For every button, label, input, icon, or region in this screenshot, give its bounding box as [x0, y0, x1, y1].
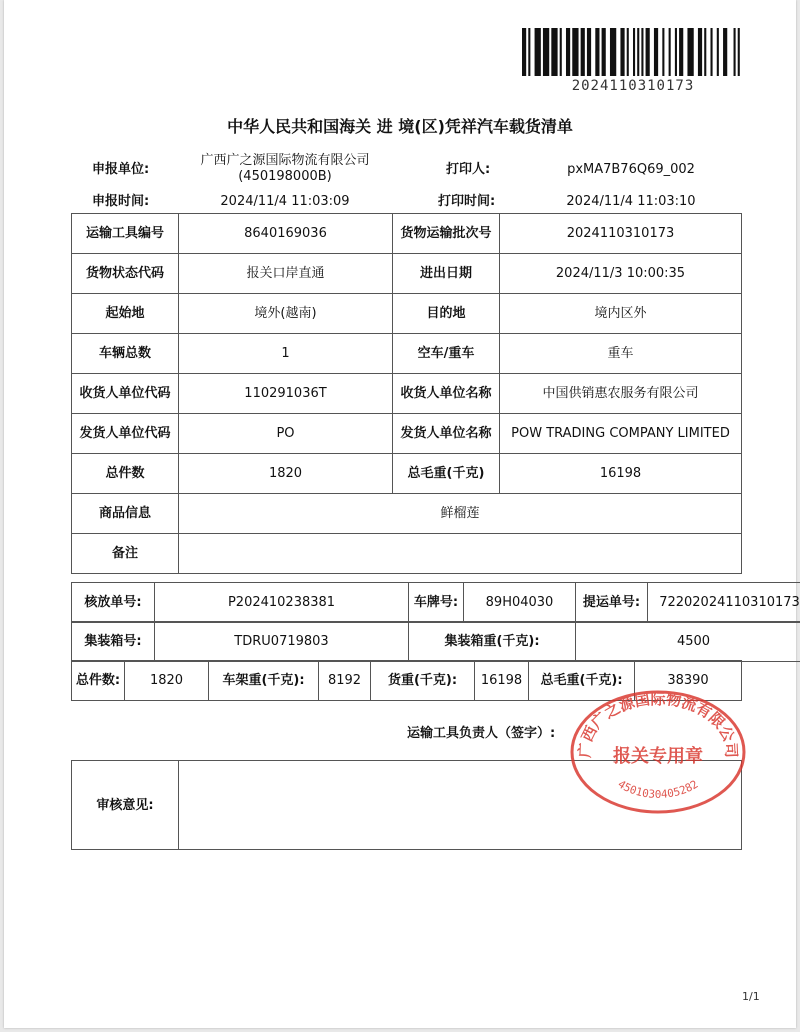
release-no-label: 核放单号: [72, 583, 155, 623]
table-row [72, 294, 742, 334]
table-value: 8640169036 [179, 214, 393, 254]
table-value: 境外(越南) [179, 294, 393, 334]
table-label: 进出日期 [393, 254, 500, 294]
barcode-bar [566, 28, 570, 76]
table-label: 发货人单位名称 [393, 414, 500, 454]
print-time-label: 打印时间: [438, 194, 496, 209]
table-label: 总件数 [72, 454, 179, 494]
table-row [72, 583, 800, 623]
goods-value: 鲜榴莲 [179, 494, 742, 534]
container-value: TDRU0719803 [155, 622, 409, 662]
table-value: 中国供销惠农服务有限公司 [500, 374, 742, 414]
plate-label: 车牌号: [409, 583, 464, 623]
company-seal [568, 686, 748, 814]
declare-time-label: 申报时间: [92, 194, 150, 209]
barcode-bar [717, 28, 719, 76]
declare-time-value: 2024/11/4 11:03:09 [220, 194, 350, 209]
table-value: 报关口岸直通 [179, 254, 393, 294]
container-label: 集装箱号: [72, 622, 155, 662]
document-title: 中华人民共和国海关 进 境(区)凭祥汽车载货清单 [227, 117, 573, 136]
remark-value [179, 534, 742, 574]
gross-weight-value: 38390 [635, 661, 742, 701]
table-value: PO [179, 414, 393, 454]
barcode-bar [723, 28, 727, 76]
barcode-bar [587, 28, 591, 76]
release-table-row2 [71, 621, 800, 662]
cargo-main-table [71, 213, 742, 574]
table-label: 空车/重车 [393, 334, 500, 374]
barcode-bar [637, 28, 639, 76]
printer-value: pxMA7B76Q69_002 [567, 162, 695, 177]
table-row [72, 254, 742, 294]
barcode-bar [738, 28, 740, 76]
table-label: 车辆总数 [72, 334, 179, 374]
table-row [72, 454, 742, 494]
gross-weight-label: 总毛重(千克): [529, 661, 635, 701]
barcode-bar [710, 28, 712, 76]
table-row [72, 534, 742, 574]
table-label: 运输工具编号 [72, 214, 179, 254]
total-pieces-label: 总件数: [72, 661, 125, 701]
table-row [72, 414, 742, 454]
signature-label: 运输工具负责人（签字）: [407, 726, 556, 741]
table-row [72, 622, 800, 662]
barcode-bar [641, 28, 643, 76]
barcode-bar [602, 28, 606, 76]
table-label: 收货人单位名称 [393, 374, 500, 414]
table-value: 1820 [179, 454, 393, 494]
barcode-bar [627, 28, 629, 76]
barcode-bar [646, 28, 650, 76]
container-weight-label: 集装箱重(千克): [409, 622, 576, 662]
barcode-bar [669, 28, 671, 76]
barcode-bar [662, 28, 664, 76]
table-label: 目的地 [393, 294, 500, 334]
bill-value: 72202024110310173 [648, 583, 800, 623]
seal-purpose-text: 报关专用章 [613, 746, 703, 767]
release-no-value: P202410238381 [155, 583, 409, 623]
printer-label: 打印人: [446, 162, 491, 177]
declarer-name: 广西广之源国际物流有限公司 [200, 153, 370, 168]
cargo-weight-label: 货重(千克): [371, 661, 475, 701]
barcode-bar [704, 28, 706, 76]
barcode-number: 2024110310173 [571, 78, 695, 94]
page-number: 1/1 [742, 990, 760, 1003]
barcode-bar [581, 28, 585, 76]
table-value: 110291036T [179, 374, 393, 414]
barcode-bar [633, 28, 635, 76]
barcode-bar [543, 28, 549, 76]
table-label: 起始地 [72, 294, 179, 334]
barcode-bar [528, 28, 530, 76]
frame-weight-label: 车架重(千克): [209, 661, 319, 701]
table-row [72, 334, 742, 374]
table-label: 收货人单位代码 [72, 374, 179, 414]
seal-code-text: 4501030405282 [615, 777, 701, 801]
barcode-bar [687, 28, 693, 76]
barcode-bar [679, 28, 683, 76]
barcode-bar [560, 28, 562, 76]
barcode-bar [572, 28, 578, 76]
table-value: 境内区外 [500, 294, 742, 334]
table-label: 总毛重(千克) [393, 454, 500, 494]
table-label: 货物运输批次号 [393, 214, 500, 254]
table-label: 货物状态代码 [72, 254, 179, 294]
table-row [72, 494, 742, 534]
frame-weight-value: 8192 [319, 661, 371, 701]
remark-label: 备注 [72, 534, 179, 574]
review-label: 审核意见: [72, 761, 179, 850]
seal-company-text: 广西广之源国际物流有限公司 [575, 690, 741, 759]
barcode-bar [522, 28, 526, 76]
barcode-bar [698, 28, 702, 76]
bill-label: 提运单号: [576, 583, 648, 623]
goods-label: 商品信息 [72, 494, 179, 534]
barcode-bar [734, 28, 736, 76]
declarer-code: (450198000B) [238, 169, 332, 184]
barcode-bar [654, 28, 658, 76]
svg-text:4501030405282 [616, 778, 701, 801]
barcode-bar [610, 28, 616, 76]
cargo-weight-value: 16198 [475, 661, 529, 701]
declarer-label: 申报单位: [92, 162, 150, 177]
release-table-row1 [71, 582, 800, 623]
declarer-value [180, 153, 390, 185]
table-row [72, 214, 742, 254]
barcode-bar [675, 28, 677, 76]
table-value: 2024/11/3 10:00:35 [500, 254, 742, 294]
table-label: 发货人单位代码 [72, 414, 179, 454]
table-row [72, 374, 742, 414]
total-pieces-value: 1820 [125, 661, 209, 701]
table-value: 16198 [500, 454, 742, 494]
table-value: 重车 [500, 334, 742, 374]
barcode-bar [551, 28, 557, 76]
table-value: POW TRADING COMPANY LIMITED [500, 414, 742, 454]
barcode [522, 28, 744, 76]
print-time-value: 2024/11/4 11:03:10 [566, 194, 696, 209]
plate-value: 89H04030 [464, 583, 576, 623]
container-weight-value: 4500 [576, 622, 800, 662]
barcode-bar [535, 28, 541, 76]
table-value: 2024110310173 [500, 214, 742, 254]
barcode-bar [595, 28, 599, 76]
table-value: 1 [179, 334, 393, 374]
barcode-bar [620, 28, 624, 76]
